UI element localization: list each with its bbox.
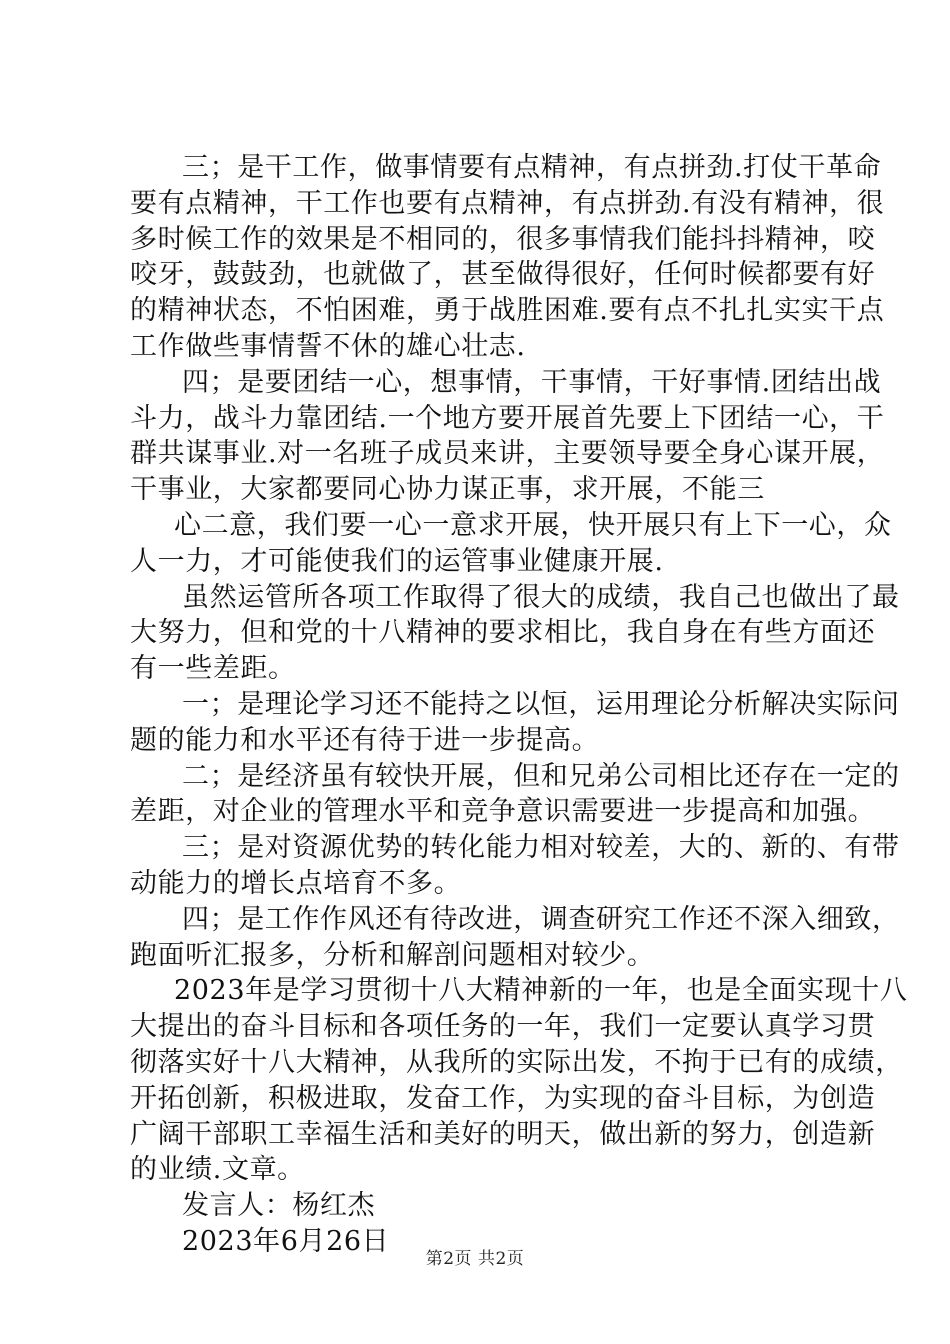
paragraph-line: 要有点精神，干工作也要有点精神，有点拼劲.有没有精神，很 — [130, 187, 885, 219]
paragraph-line: 干事业，大家都要同心协力谋正事，求开展，不能三 — [130, 474, 765, 506]
paragraph-line: 人一力，才可能使我们的运管事业健康开展. — [130, 545, 664, 577]
paragraph-line: 开拓创新，积极进取，发奋工作，为实现的奋斗目标，为创造 — [130, 1082, 876, 1114]
paragraph-line: 四；是要团结一心，想事情，干事情，干好事情.团结出战 — [182, 366, 882, 398]
date-line: 2023年6月26日 — [182, 1225, 390, 1257]
paragraph-line: 彻落实好十八大精神，从我所的实际出发，不拘于已有的成绩， — [130, 1046, 903, 1078]
paragraph-line: 题的能力和水平还有待于进一步提高。 — [130, 724, 600, 756]
paragraph-line: 大努力，但和党的十八精神的要求相比，我自身在有些方面还 — [130, 617, 876, 649]
paragraph-line: 三；是干工作，做事情要有点精神，有点拼劲.打仗干革命 — [182, 152, 882, 183]
paragraph-line: 虽然运管所各项工作取得了很大的成绩，我自己也做出了最 — [182, 581, 900, 613]
paragraph-line: 咬牙，鼓鼓劲，也就做了，甚至做得很好，任何时候都要有好 — [130, 259, 876, 291]
paragraph-line: 2023年是学习贯彻十八大精神新的一年，也是全面实现十八 — [174, 975, 908, 1007]
paragraph-line: 工作做些事情誓不休的雄心壮志. — [130, 330, 526, 362]
document-body — [130, 150, 908, 1260]
paragraph-line: 大提出的奋斗目标和各项任务的一年，我们一定要认真学习贯 — [130, 1011, 876, 1043]
paragraph-line: 多时候工作的效果是不相同的，很多事情我们能抖抖精神，咬 — [130, 223, 876, 255]
paragraph-line: 的精神状态，不怕困难，勇于战胜困难.要有点不扎扎实实干点 — [130, 295, 885, 327]
speaker-line: 发言人：杨红杰 — [182, 1190, 376, 1222]
paragraph-line: 有一些差距。 — [130, 653, 296, 685]
paragraph-line: 二；是经济虽有较快开展，但和兄弟公司相比还存在一定的 — [182, 760, 900, 792]
paragraph-line: 一；是理论学习还不能持之以恒，运用理论分析解决实际问 — [182, 688, 900, 720]
paragraph-line: 心二意，我们要一心一意求开展，快开展只有上下一心，众 — [174, 509, 892, 541]
page-footer: 第2页 共2页 — [425, 1249, 525, 1269]
paragraph-line: 跑面听汇报多，分析和解剖问题相对较少。 — [130, 939, 655, 971]
paragraph-line: 斗力，战斗力靠团结.一个地方要开展首先要上下团结一心，干 — [130, 402, 885, 434]
paragraph-line: 广阔干部职工幸福生活和美好的明天，做出新的努力，创造新 — [130, 1118, 876, 1150]
paragraph-line: 动能力的增长点培育不多。 — [130, 867, 462, 899]
paragraph-line: 差距，对企业的管理水平和竞争意识需要进一步提高和加强。 — [130, 796, 876, 828]
paragraph-line: 的业绩.文章。 — [130, 1154, 305, 1186]
paragraph-line: 三；是对资源优势的转化能力相对较差，大的、新的、有带 — [182, 832, 900, 864]
paragraph-line: 四；是工作作风还有待改进，调查研究工作还不深入细致， — [182, 903, 900, 935]
paragraph-line: 群共谋事业.对一名班子成员来讲，主要领导要全身心谋开展， — [130, 438, 885, 470]
